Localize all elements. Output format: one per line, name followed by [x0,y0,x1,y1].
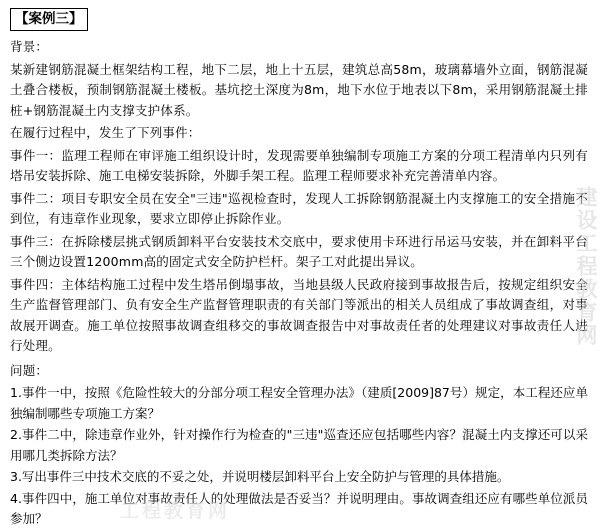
event-item-2: 事件二：项目专职安全员在安全"三违"巡视检查时，发现人工拆除钢筋混凝土内支撑施工的安全措施不到位，有违章作业现象，要求立即停止拆除作业。 [10,190,588,226]
question-item-1: 1.事件一中，按照《危险性较大的分部分项工程安全管理办法》（建质[2009]87号）规定，本工程还应单独编制哪些专项施工方案？ [10,385,588,421]
question-label: 问题： [10,362,49,378]
question-item-2: 2.事件二中，除违章作业外，针对操作行为检查的"三违"巡查还应包括哪些内容？混凝土内支撑还可以采用哪几类拆除方法？ [10,427,588,463]
question-item-3: 3.写出事件三中技术交底的不妥之处，并说明楼层卸料平台上安全防护与管理的具体措施。 [10,469,510,484]
question-item-4: 4.事件四中，施工单位对事故责任人的处理做法是否妥当？并说明理由。事故调查组还应有哪些单位派员参加？ [10,490,588,526]
watermark-bottom: 工程教育网 [120,500,231,522]
case-title: 【案例三】 [10,8,88,31]
event-item-4: 事件四：主体结构施工过程中发生塔吊倒塌事故，当地县级人民政府接到事故报告后，按规定组织安全生产监督管理部门、负有安全生产监督管理职责的有关部门等派出的相关人员组成了事故调查组，对事故展开调查。施工单位按照事故调查组移交的事故调查报告中对事故责任者的处理建议对事故责任人进行处理。 [10,276,588,353]
background-paragraph-2: 在履行过程中，发生了下列事件： [10,125,201,140]
background-paragraph-1: 某新建钢筋混凝土框架结构工程，地下二层，地上十五层，建筑总高58m，玻璃幕墙外立面，钢筋混凝土叠合楼板，预制钢筋混凝土楼板。基坑挖土深度为8m，地下水位于地表以下8m，采用钢筋混凝土排桩+钢筋混凝土内支撑支护体系。 [10,61,588,118]
question-list [10,383,588,530]
event-item-1: 事件一：监理工程师在审评施工组织设计时，发现需要单独编制专项施工方案的分项工程清单内只列有塔吊安装拆除、施工电梯安装拆除，外脚手架工程。监理工程师要求补充完善清单内容。 [10,147,588,183]
background-label: 背景： [10,39,49,54]
watermark-right: 建设工程教育网 [574,186,598,347]
event-item-3: 事件三：在拆除楼层挑式钢质卸料平台安装技术交底中，要求使用卡环进行吊运马安装，并在卸料平台三个侧边设置1200mm高的固定式安全防护栏杆。架子工对此提出异议。 [10,233,588,269]
